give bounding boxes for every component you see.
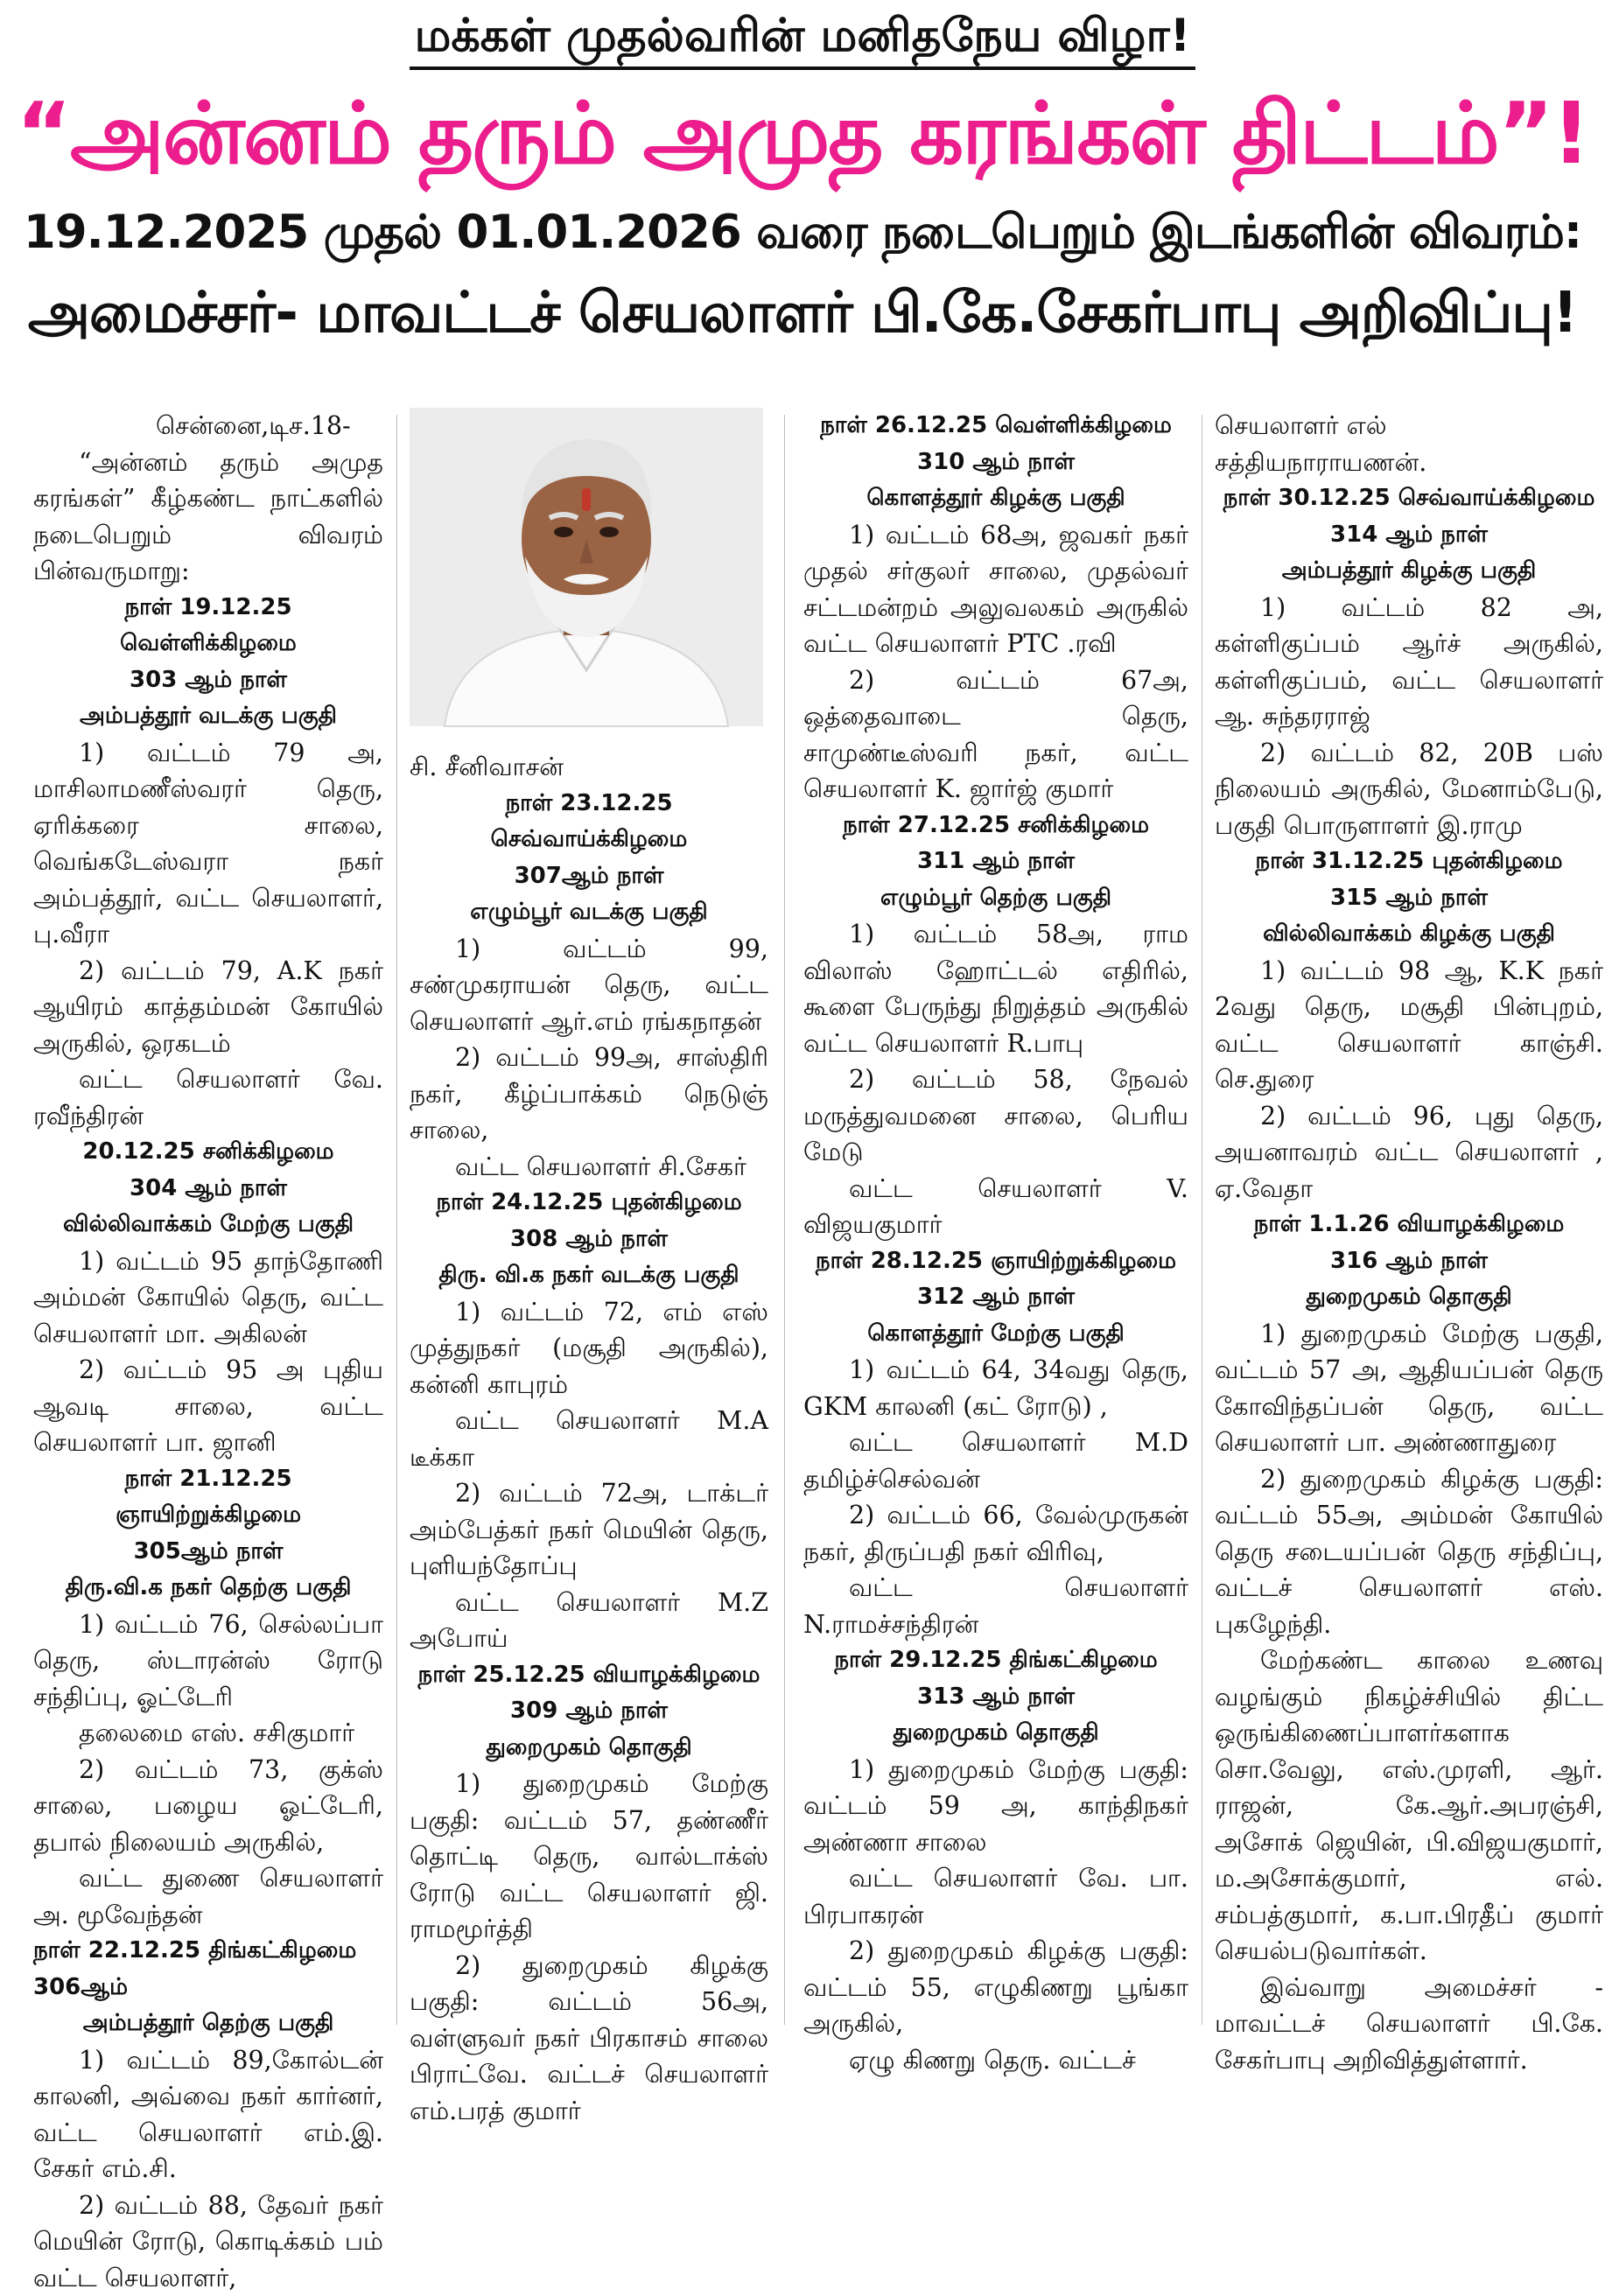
kicker-text: மக்கள் முதல்வரின் மனிதநேய விழா! — [410, 7, 1196, 70]
secretary-line: தலைமை எஸ். சசிகுமார் — [33, 1715, 383, 1752]
venue-paragraph: 1) வட்டம் 58அ, ராம விலாஸ் ஹோட்டல் எதிரில், கூளை பேருந்து நிறுத்தம் அருகில் வட்ட செயலாளர் R.பாபு — [803, 916, 1188, 1061]
venue-paragraph: 2) துறைமுகம் கிழக்கு பகுதி: வட்டம் 55, எழுகிணறு பூங்கா அருகில், — [803, 1933, 1188, 2042]
coordinators-paragraph: மேற்கண்ட காலை உணவு வழங்கும் நிகழ்ச்சியில் திட்ட ஒருங்கிணைப்பாளர்களாக சொ.வேலு, எஸ்.முரளி, ஆர். ராஜன், கே.ஆர்.அபரஞ்சி, அசோக் ஜெயின், பி.விஜயகுமார், ம.அசோக்குமார், எல். சம்பத்குமார், க.பா.பிரதீப் குமார் செயல்படுவார்கள். — [1215, 1642, 1603, 1970]
venue-paragraph: 1) வட்டம் 89,கோல்டன் காலனி, அவ்வை நகர் கார்னர், வட்ட செயலாளர் எம்.இ. சேகர் எம்.சி. — [33, 2042, 383, 2188]
secretary-line: வட்ட செயலாளர் M.D தமிழ்ச்செல்வன் — [803, 1424, 1188, 1497]
column-rule — [396, 415, 397, 2025]
schedule-date: 20.12.25 சனிக்கிழமை — [33, 1134, 383, 1171]
secretary-line: வட்ட துணை செயலாளர் அ. மூவேந்தன் — [33, 1860, 383, 1933]
venue-paragraph: 2) வட்டம் 73, குக்ஸ் சாலை, பழைய ஓட்டேரி, தபால் நிலையம் அருகில், — [33, 1752, 383, 1861]
dateline: சென்னை,டிச.18- — [33, 408, 383, 444]
portrait-illustration — [410, 408, 763, 726]
schedule-day: 311 ஆம் நாள் — [803, 844, 1188, 880]
schedule-area: வில்லிவாக்கம் கிழக்கு பகுதி — [1215, 916, 1603, 953]
schedule-day: 304 ஆம் நாள் — [33, 1171, 383, 1208]
secretary-line: செயலாளர் எல் சத்தியநாராயணன். — [1215, 408, 1603, 480]
venue-paragraph: 2) வட்டம் 58, நேவல் மருத்துவமனை சாலை, பெரிய மேடு — [803, 1061, 1188, 1171]
schedule-area: அம்பத்தூர் வடக்கு பகுதி — [33, 698, 383, 735]
venue-paragraph: 2) துறைமுகம் கிழக்கு பகுதி: வட்டம் 55அ, அம்மன் கோயில் தெரு சடையப்பன் தெரு சந்திப்பு, வட்டச் செயலாளர் எஸ். புகழேந்தி. — [1215, 1461, 1603, 1643]
schedule-day: 307ஆம் நாள் — [410, 858, 768, 895]
schedule-date: நாள் 21.12.25 ஞாயிற்றுக்கிழமை — [33, 1461, 383, 1534]
schedule-date: நாள் 23.12.25 செவ்வாய்க்கிழமை — [410, 786, 768, 858]
schedule-area: அம்பத்தூர் தெற்கு பகுதி — [33, 2006, 383, 2042]
schedule-date: நான் 31.12.25 புதன்கிழமை — [1215, 844, 1603, 880]
schedule-date: நாள் 28.12.25 ஞாயிற்றுக்கிழமை — [803, 1243, 1188, 1280]
schedule-day: 305ஆம் நாள் — [33, 1534, 383, 1571]
schedule-day: 316 ஆம் நாள் — [1215, 1243, 1603, 1280]
secretary-line: வட்ட செயலாளர் M.A டீக்கா — [410, 1403, 768, 1475]
secretary-line: வட்ட செயலாளர் வே. பா. பிரபாகரன் — [803, 1860, 1188, 1933]
schedule-day: 312 ஆம் நாள் — [803, 1279, 1188, 1316]
schedule-area: கொளத்தூர் மேற்கு பகுதி — [803, 1316, 1188, 1353]
venue-paragraph: 2) வட்டம் 82, 20B பஸ் நிலையம் அருகில், மேனாம்பேடு, பகுதி பொருளாளர் இ.ராமு — [1215, 735, 1603, 844]
venue-paragraph: 1) வட்டம் 99, சண்முகராயன் தெரு, வட்ட செயலாளர் ஆர்.எம் ரங்கநாதன் — [410, 931, 768, 1040]
schedule-day: 315 ஆம் நாள் — [1215, 880, 1603, 917]
intro-paragraph: “அன்னம் தரும் அமுத கரங்கள்” கீழ்கண்ட நாட்களில் நடைபெறும் விவரம் பின்வருமாறு: — [33, 444, 383, 590]
secretary-line: வட்ட செயலாளர் N.ராமச்சந்திரன் — [803, 1570, 1188, 1642]
schedule-day: 314 ஆம் நாள் — [1215, 517, 1603, 554]
column-1 — [33, 408, 383, 2028]
schedule-area: கொளத்தூர் கிழக்கு பகுதி — [803, 480, 1188, 517]
schedule-area: துறைமுகம் தொகுதி — [1215, 1279, 1603, 1316]
venue-paragraph: 1) துறைமுகம் மேற்கு பகுதி, வட்டம் 57 அ, ஆதியப்பன் தெரு கோவிந்தப்பன் தெரு, வட்ட செயலாளர் பா. அண்ணாதுரை — [1215, 1316, 1603, 1461]
secretary-line: ஏழு கிணறு தெரு. வட்டச் — [803, 2042, 1188, 2079]
column-3 — [803, 408, 1188, 2028]
article-columns — [33, 408, 1605, 2028]
schedule-date: நாள் 25.12.25 வியாழக்கிழமை — [410, 1657, 768, 1694]
schedule-area: துறைமுகம் தொகுதி — [410, 1730, 768, 1767]
venue-paragraph: 2) வட்டம் 99அ, சாஸ்திரி நகர், கீழ்ப்பாக்கம் நெடுஞ் சாலை, — [410, 1040, 768, 1149]
secretary-line: வட்ட செயலாளர் வே. ரவீந்திரன் — [33, 1061, 383, 1134]
column-4 — [1215, 408, 1603, 2028]
schedule-area: எழும்பூர் தெற்கு பகுதி — [803, 880, 1188, 917]
schedule-area: வில்லிவாக்கம் மேற்கு பகுதி — [33, 1207, 383, 1243]
headline: “அன்னம் தரும் அமுத கரங்கள் திட்டம்”! — [9, 74, 1596, 194]
kicker — [9, 7, 1596, 70]
schedule-area: அம்பத்தூர் கிழக்கு பகுதி — [1215, 553, 1603, 590]
schedule-area: திரு.வி.க நகர் தெற்கு பகுதி — [33, 1570, 383, 1606]
schedule-day: 313 ஆம் நாள் — [803, 1679, 1188, 1716]
closing-paragraph: இவ்வாறு அமைச்சர் - மாவட்டச் செயலாளர் பி.கே. சேகர்பாபு அறிவித்துள்ளார். — [1215, 1970, 1603, 2079]
venue-paragraph: 2) வட்டம் 67அ, ஒத்தைவாடை தெரு, சாமுண்டீஸ்வரி நகர், வட்ட செயலாளர் K. ஜார்ஜ் குமார் — [803, 662, 1188, 808]
column-rule — [784, 415, 785, 2025]
venue-paragraph: 2) வட்டம் 88, தேவர் நகர் மெயின் ரோடு, கொடிக்கம் பம் வட்ட செயலாளர், — [33, 2188, 383, 2296]
schedule-date: நாள் 27.12.25 சனிக்கிழமை — [803, 808, 1188, 844]
schedule-area: எழும்பூர் வடக்கு பகுதி — [410, 894, 768, 931]
schedule-area: துறைமுகம் தொகுதி — [803, 1715, 1188, 1752]
venue-paragraph: 2) வட்டம் 66, வேல்முருகன் நகர், திருப்பதி நகர் விரிவு, — [803, 1497, 1188, 1570]
secretary-line: வட்ட செயலாளர் M.Z அபோய் — [410, 1585, 768, 1657]
schedule-date: நாள் 30.12.25 செவ்வாய்க்கிழமை — [1215, 480, 1603, 517]
venue-paragraph: 1) வட்டம் 95 தாந்தோணி அம்மன் கோயில் தெரு, வட்ட செயலாளர் மா. அகிலன் — [33, 1243, 383, 1353]
schedule-day: 309 ஆம் நாள் — [410, 1693, 768, 1730]
venue-paragraph: 2) வட்டம் 96, புது தெரு, அயனாவரம் வட்ட செயலாளர் , ஏ.வேதா — [1215, 1098, 1603, 1208]
schedule-day: 303 ஆம் நாள் — [33, 662, 383, 699]
schedule-date: நாள் 1.1.26 வியாழக்கிழமை — [1215, 1207, 1603, 1243]
schedule-date: நாள் 22.12.25 திங்கட்கிழமை 306ஆம் — [33, 1933, 383, 2006]
subhead-dates: 19.12.2025 முதல் 01.01.2026 வரை நடைபெறும் இடங்களின் விவரம்: — [9, 192, 1596, 273]
schedule-date: நாள் 19.12.25 வெள்ளிக்கிழமை — [33, 590, 383, 662]
venue-paragraph: 1) வட்டம் 98 ஆ, K.K நகர் 2வது தெரு, மசூதி பின்புறம், வட்ட செயலாளர் காஞ்சி. செ.துரை — [1215, 953, 1603, 1098]
venue-paragraph: 1) துறைமுகம் மேற்கு பகுதி: வட்டம் 59 அ, காந்திநகர் அண்ணா சாலை — [803, 1752, 1188, 1861]
column-2 — [410, 408, 768, 2028]
schedule-date: நாள் 29.12.25 திங்கட்கிழமை — [803, 1642, 1188, 1679]
schedule-area: திரு. வி.க நகர் வடக்கு பகுதி — [410, 1257, 768, 1294]
venue-paragraph: 1) வட்டம் 76, செல்லப்பா தெரு, ஸ்டாரன்ஸ் ரோடு சந்திப்பு, ஓட்டேரி — [33, 1606, 383, 1716]
schedule-date: நாள் 24.12.25 புதன்கிழமை — [410, 1185, 768, 1222]
schedule-day: 310 ஆம் நாள் — [803, 444, 1188, 481]
secretary-line: வட்ட செயலாளர் V. விஜயகுமார் — [803, 1171, 1188, 1243]
secretary-line: சி. சீனிவாசன் — [410, 749, 768, 786]
venue-paragraph: 2) வட்டம் 95 அ புதிய ஆவடி சாலை, வட்ட செயலாளர் பா. ஜானி — [33, 1352, 383, 1461]
venue-paragraph: 1) வட்டம் 72, எம் எஸ் முத்துநகர் (மசூதி அருகில்), கன்னி காபுரம் — [410, 1294, 768, 1404]
schedule-date: நாள் 26.12.25 வெள்ளிக்கிழமை — [803, 408, 1188, 444]
venue-paragraph: 1) வட்டம் 82 அ, கள்ளிகுப்பம் ஆர்ச் அருகில், கள்ளிகுப்பம், வட்ட செயலாளர் ஆ. சுந்தரராஜ் — [1215, 590, 1603, 735]
venue-paragraph: 2) வட்டம் 72அ, டாக்டர் அம்பேத்கர் நகர் மெயின் தெரு, புளியந்தோப்பு — [410, 1475, 768, 1585]
minister-photo — [410, 408, 763, 726]
venue-paragraph: 1) வட்டம் 79 அ, மாசிலாமணீஸ்வரர் தெரு, ஏரிக்கரை சாலை, வெங்கடேஸ்வரா நகர் அம்பத்தூர், வட்ட செயலாளர், பு.வீரா — [33, 735, 383, 953]
venue-paragraph: 2) வட்டம் 79, A.K நகர் ஆயிரம் காத்தம்மன் கோயில் அருகில், ஒரகடம் — [33, 953, 383, 1062]
venue-paragraph: 1) துறைமுகம் மேற்கு பகுதி: வட்டம் 57, தண்ணீர் தொட்டி தெரு, வால்டாக்ஸ் ரோடு வட்ட செயலாளர் ஜி. ராமமூர்த்தி — [410, 1766, 768, 1948]
venue-paragraph: 1) வட்டம் 64, 34வது தெரு, GKM காலனி (கட் ரோடு) , — [803, 1352, 1188, 1424]
venue-paragraph: 1) வட்டம் 68அ, ஜவகர் நகர் முதல் சர்குலர் சாலை, முதல்வர் சட்டமன்றம் அலுவலகம் அருகில் வட்ட செயலாளர் PTC .ரவி — [803, 517, 1188, 662]
schedule-day: 308 ஆம் நாள் — [410, 1222, 768, 1258]
subhead-announcement: அமைச்சர்- மாவட்டச் செயலாளர் பி.கே.சேகர்பாபு அறிவிப்பு! — [9, 273, 1596, 354]
secretary-line: வட்ட செயலாளர் சி.சேகர் — [410, 1149, 768, 1186]
venue-paragraph: 2) துறைமுகம் கிழக்கு பகுதி: வட்டம் 56அ, வள்ளுவர் நகர் பிரகாசம் சாலை பிராட்வே. வட்டச் செயலாளர் எம்.பரத் குமார் — [410, 1948, 768, 2130]
